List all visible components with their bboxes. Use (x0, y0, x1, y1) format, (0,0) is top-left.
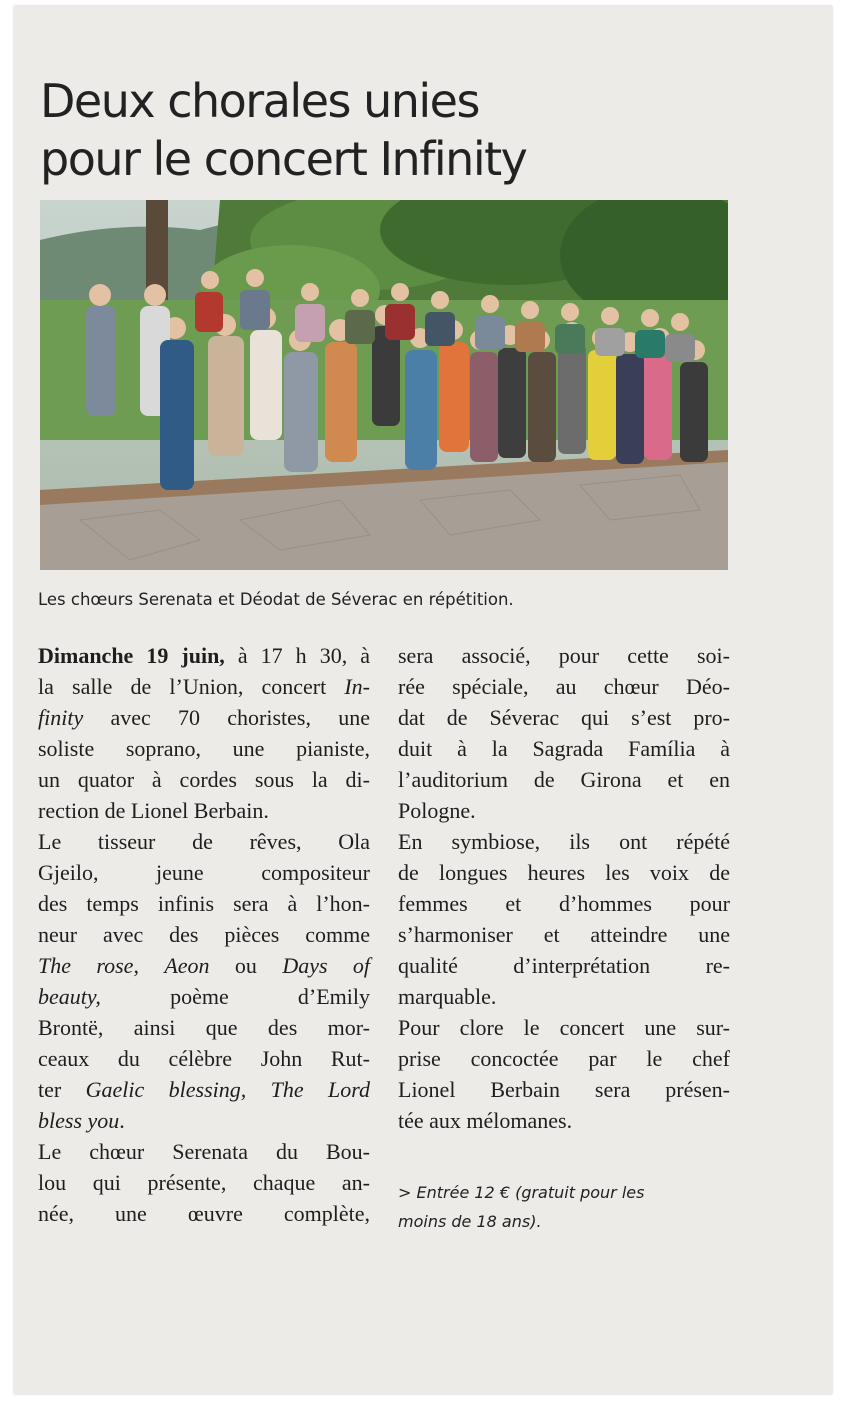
text-span: ter (38, 1077, 86, 1102)
piece-title: The rose (38, 953, 134, 978)
date-highlight: Dimanche 19 juin, (38, 643, 225, 668)
group-photo-choir-icon (40, 200, 728, 570)
text-line: marquable. (398, 984, 497, 1009)
text-line: rection de Lionel Berbain. (38, 798, 269, 823)
text-line: de longues heures les voix de (398, 860, 730, 885)
text-line: lou qui présente, chaque an- (38, 1170, 370, 1195)
text-line (38, 1074, 370, 1105)
text-line: ceaux du célèbre John Rut- (38, 1046, 370, 1071)
text-line (38, 671, 370, 702)
text-line: duit à la Sagrada Família à (398, 736, 730, 761)
text-line: Pologne. (398, 798, 476, 823)
text-line: Le chœur Serenata du Bou- (38, 1139, 370, 1164)
concert-title: finity (38, 705, 84, 730)
piece-title: Aeon (164, 953, 210, 978)
piece-title: bless you (38, 1108, 120, 1133)
text-line: née, une œuvre complète, (38, 1201, 370, 1226)
text-line: qualité d’interprétation re- (398, 953, 730, 978)
text-line (38, 1105, 370, 1136)
text-span: , (133, 953, 165, 978)
concert-title: In- (344, 674, 370, 699)
text-line: neur avec des pièces comme (38, 922, 370, 947)
choir-group-photo (40, 200, 728, 570)
text-span: la salle de l’Union, concert (38, 674, 345, 699)
text-span: ou (209, 953, 283, 978)
photo-caption: Les chœurs Serenata et Déodat de Séverac en répétition. (38, 590, 514, 609)
text-line: un quator à cordes sous la di- (38, 767, 370, 792)
text-line: Lionel Berbain sera présen- (398, 1077, 730, 1102)
admission-note (398, 1178, 728, 1236)
admission-note-line-2: moins de 18 ans). (398, 1212, 542, 1231)
text-line: prise concoctée par le chef (398, 1046, 730, 1071)
text-line (38, 981, 370, 1012)
article-body-left-column (38, 640, 370, 1229)
text-line: Brontë, ainsi que des mor- (38, 1015, 370, 1040)
text-line: rée spéciale, au chœur Déo- (398, 674, 730, 699)
text-line (38, 702, 370, 733)
text-line (38, 640, 370, 671)
text-line: Le tisseur de rêves, Ola (38, 829, 370, 854)
text-line: l’auditorium de Girona et en (398, 767, 730, 792)
text-line: s’harmoniser et atteindre une (398, 922, 730, 947)
text-line (38, 950, 370, 981)
piece-title: Days of (282, 953, 371, 978)
piece-title: Gaelic blessing, The Lord (85, 1077, 370, 1102)
text-line: Pour clore le concert une sur- (398, 1015, 730, 1040)
headline (40, 72, 600, 188)
text-line: sera associé, pour cette soi- (398, 643, 730, 668)
text-line: En symbiose, ils ont répété (398, 829, 730, 854)
piece-title: beauty, (38, 984, 101, 1009)
text-span: poème d’Emily (100, 984, 370, 1009)
text-line: dat de Séverac qui s’est pro- (398, 705, 730, 730)
text-span: . (119, 1108, 125, 1133)
text-span: à 17 h 30, à (224, 643, 370, 668)
admission-note-line-1: > Entrée 12 € (gratuit pour les (398, 1183, 645, 1202)
text-line: soliste soprano, une pianiste, (38, 736, 370, 761)
text-line: des temps infinis sera à l’hon- (38, 891, 370, 916)
text-span: avec 70 choristes, une (83, 705, 370, 730)
article-body-right-column (398, 640, 730, 1136)
text-line: tée aux mélomanes. (398, 1108, 573, 1133)
text-line: Gjeilo, jeune compositeur (38, 860, 370, 885)
text-line: femmes et d’hommes pour (398, 891, 730, 916)
headline-line-2: pour le concert Infinity (40, 132, 527, 186)
headline-line-1: Deux chorales unies (40, 74, 479, 128)
